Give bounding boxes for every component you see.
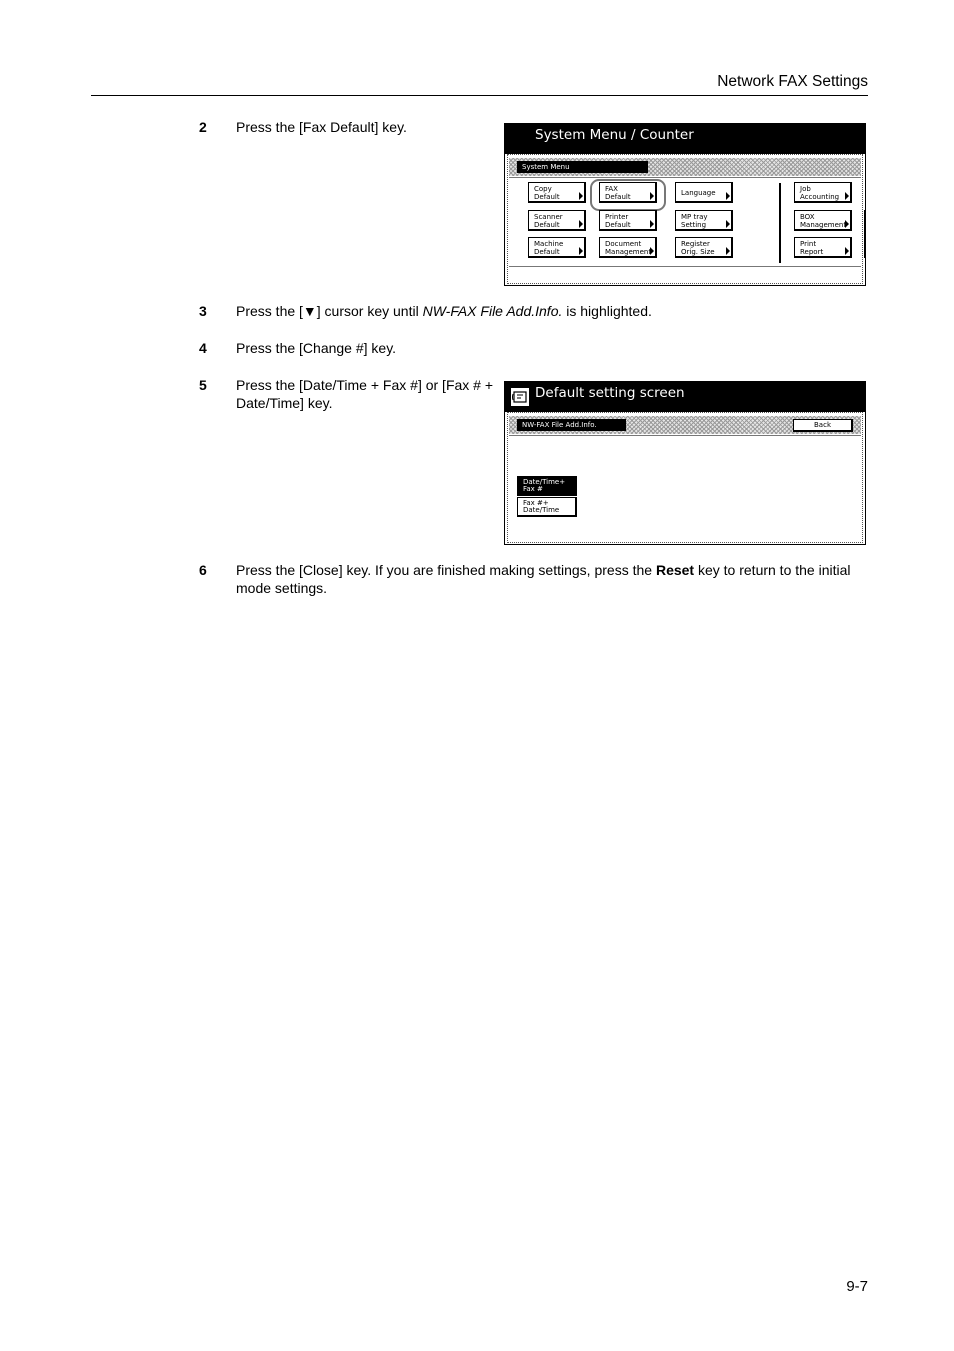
step-4-number: 4 [199,340,207,356]
default-setting-caption-bar [505,382,865,412]
default-setting-display [507,412,863,543]
running-header: Network FAX Settings [717,73,868,90]
print-report-key[interactable]: Print Report [794,237,852,258]
system-menu-caption: System Menu / Counter [535,127,694,143]
register-orig-size-key[interactable]: Register Orig. Size [675,237,733,258]
arrow-right-icon [726,247,730,255]
column-divider [779,183,781,263]
page-number: 9-7 [846,1278,868,1295]
step-6-number: 6 [199,562,207,578]
default-setting-caption: Default setting screen [535,385,685,401]
date-time-fax-option[interactable]: Date/Time+ Fax # [517,476,577,496]
arrow-right-icon [579,192,583,200]
fax-default-key[interactable]: FAX Default [599,182,657,203]
arrow-right-icon [726,220,730,228]
step-6-text: Press the [Close] key. If you are finished making settings, press the Reset key to return to the initial mode settings. [236,562,851,596]
arrow-right-icon [579,220,583,228]
system-menu-caption-bar [505,124,865,154]
scanner-default-key[interactable]: Scanner Default [528,210,586,231]
arrow-right-icon [845,220,849,228]
step-5-number: 5 [199,377,207,393]
arrow-right-icon [726,192,730,200]
header-rule [91,95,868,96]
step-3-number: 3 [199,303,207,319]
step-2-number: 2 [199,119,207,135]
step-2-text: Press the [Fax Default] key. [236,119,407,135]
arrow-right-icon [650,220,654,228]
arrow-right-icon [579,247,583,255]
language-key[interactable]: Language [675,182,733,203]
system-menu-display [507,154,863,284]
arrow-right-icon [845,192,849,200]
back-button[interactable]: Back [793,419,853,432]
system-menu-screenshot [504,123,866,286]
box-management-key[interactable]: BOX Management [794,210,852,231]
edge-divider [864,210,866,258]
nw-fax-file-add-info-label: NW-FAX File Add.Info. [517,419,626,431]
arrow-right-icon [845,247,849,255]
job-accounting-key[interactable]: Job Accounting [794,182,852,203]
default-setting-screenshot [504,381,866,545]
fax-date-time-option[interactable]: Fax #+ Date/Time [517,497,577,517]
mp-tray-setting-key[interactable]: MP tray Setting [675,210,733,231]
arrow-right-icon [650,247,654,255]
printer-default-key[interactable]: Printer Default [599,210,657,231]
step-5-text: Press the [Date/Time + Fax #] or [Fax # + Date/Time] key. [236,377,494,411]
step-4-text: Press the [Change #] key. [236,340,397,356]
step-3-text: Press the [▼] cursor key until NW-FAX File Add.Info. is highlighted. [236,303,652,319]
arrow-right-icon [650,192,654,200]
fax-icon [510,387,530,407]
machine-default-key[interactable]: Machine Default [528,237,586,258]
document-management-key[interactable]: Document Management [599,237,657,258]
copy-default-key[interactable]: Copy Default [528,182,586,203]
system-menu-label: System Menu [517,161,648,173]
